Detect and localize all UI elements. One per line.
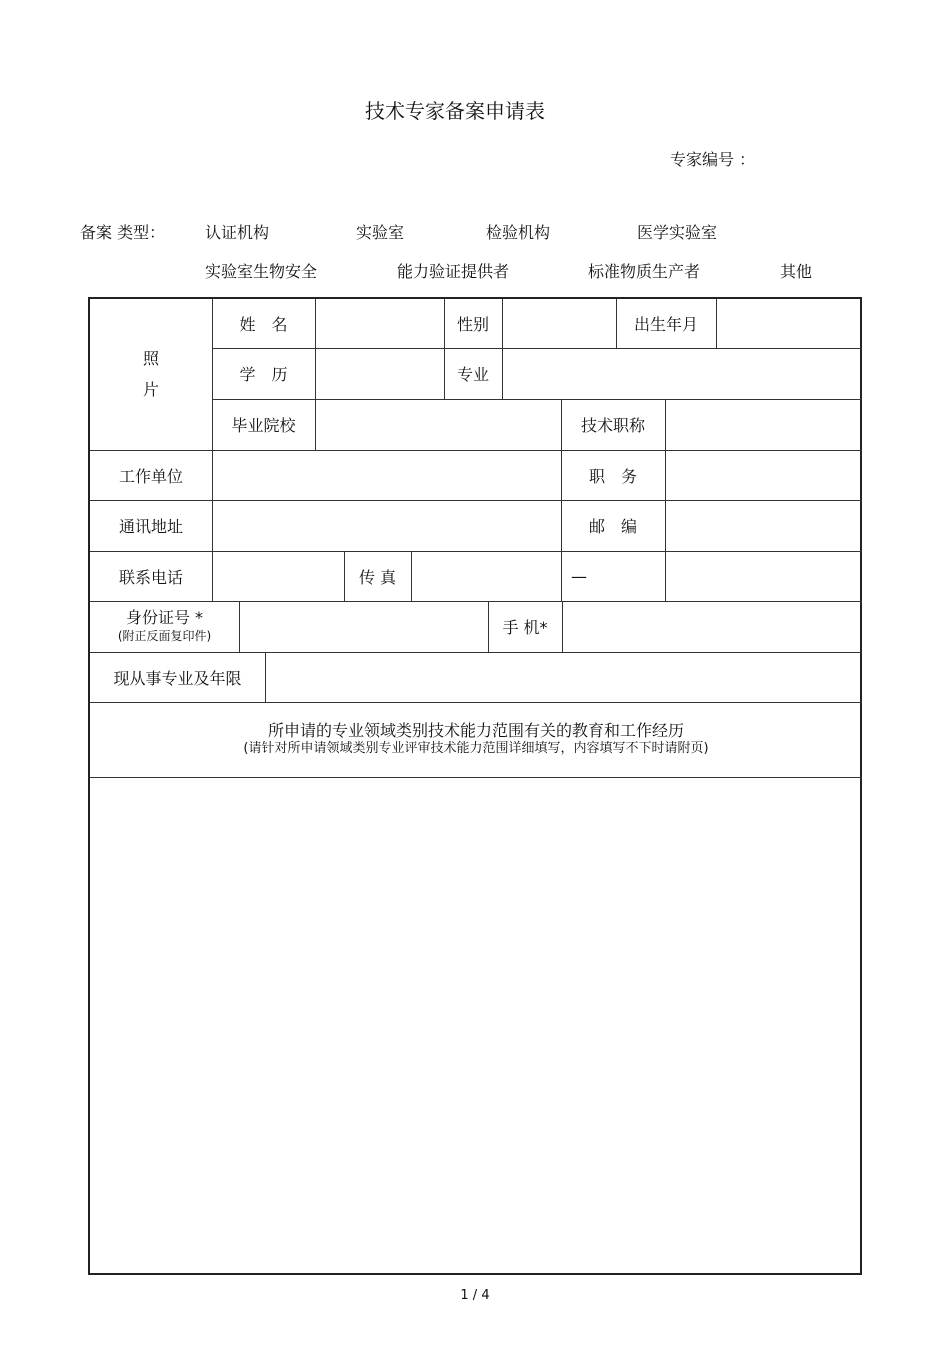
work-unit-field[interactable] — [213, 451, 561, 500]
work-unit-label: 工作单位 — [118, 466, 183, 486]
position-field[interactable] — [666, 451, 862, 500]
record-type-option[interactable]: 认证机构 — [205, 223, 270, 242]
record-type-option[interactable]: 能力验证提供者 — [397, 262, 510, 281]
experience-header — [90, 702, 862, 777]
record-type-option[interactable]: 实验室 — [356, 223, 405, 242]
position-label: 职 务 — [588, 466, 637, 486]
postcode-field[interactable] — [666, 501, 862, 551]
name-label: 姓 名 — [239, 315, 288, 334]
education-field[interactable] — [316, 349, 444, 399]
record-type-option[interactable]: 医学实验室 — [637, 223, 718, 242]
major-field[interactable] — [503, 349, 862, 399]
school-label: 毕业院校 — [231, 416, 296, 435]
page-title: 技术专家备案申请表 — [365, 99, 545, 123]
phone-label: 联系电话 — [118, 567, 183, 587]
photo-label: 片 — [142, 379, 159, 399]
fax-label: 传 真 — [358, 567, 397, 587]
phone-field[interactable] — [213, 552, 344, 601]
id-number-text: 身份证号 * — [125, 608, 204, 628]
record-type-label: 备案 类型： — [80, 223, 166, 242]
technical-title-field[interactable] — [666, 400, 862, 450]
address-label: 通讯地址 — [118, 517, 183, 536]
photo-area[interactable] — [90, 299, 212, 450]
record-type-option[interactable]: 检验机构 — [486, 223, 551, 242]
id-number-field[interactable] — [240, 602, 488, 652]
current-field-label: 现从事专业及年限 — [113, 668, 242, 688]
gender-label: 性别 — [456, 315, 489, 334]
mobile-label: 手 机* — [502, 618, 548, 637]
current-field-input[interactable] — [266, 653, 862, 702]
birth-field[interactable] — [717, 299, 862, 348]
page-number: 1 / 4 — [460, 1288, 490, 1303]
postcode-label: 邮 编 — [588, 517, 637, 536]
experience-note: (请针对所申请领域类别专业评审技术能力范围详细填写，内容填写不下时请附页) — [243, 741, 709, 757]
expert-number-label: 专家编号 ： — [670, 150, 756, 169]
school-field[interactable] — [316, 400, 561, 450]
major-label: 专业 — [456, 365, 489, 384]
birth-label: 出生年月 — [633, 315, 698, 334]
id-number-label — [90, 601, 239, 652]
experience-field[interactable] — [90, 778, 862, 1273]
record-type-option[interactable]: 标准物质生产者 — [588, 262, 701, 281]
education-label: 学 历 — [239, 365, 288, 384]
id-note-text: (附正反面复印件) — [117, 629, 212, 644]
record-type-option[interactable]: 其他 — [780, 262, 813, 281]
photo-label: 照 — [142, 348, 159, 368]
record-type-option[interactable]: 实验室生物安全 — [205, 262, 318, 281]
dash-label: — — [571, 566, 587, 586]
gender-field[interactable] — [503, 299, 616, 348]
technical-title-label: 技术职称 — [580, 416, 645, 435]
fax-field[interactable] — [412, 552, 561, 601]
mobile-field[interactable] — [563, 602, 862, 652]
phone-extra-field[interactable] — [666, 552, 862, 601]
application-form-table — [88, 297, 862, 1275]
address-field[interactable] — [213, 501, 561, 551]
experience-title: 所申请的专业领域类别技术能力范围有关的教育和工作经历 — [267, 720, 684, 740]
name-field[interactable] — [316, 299, 444, 348]
